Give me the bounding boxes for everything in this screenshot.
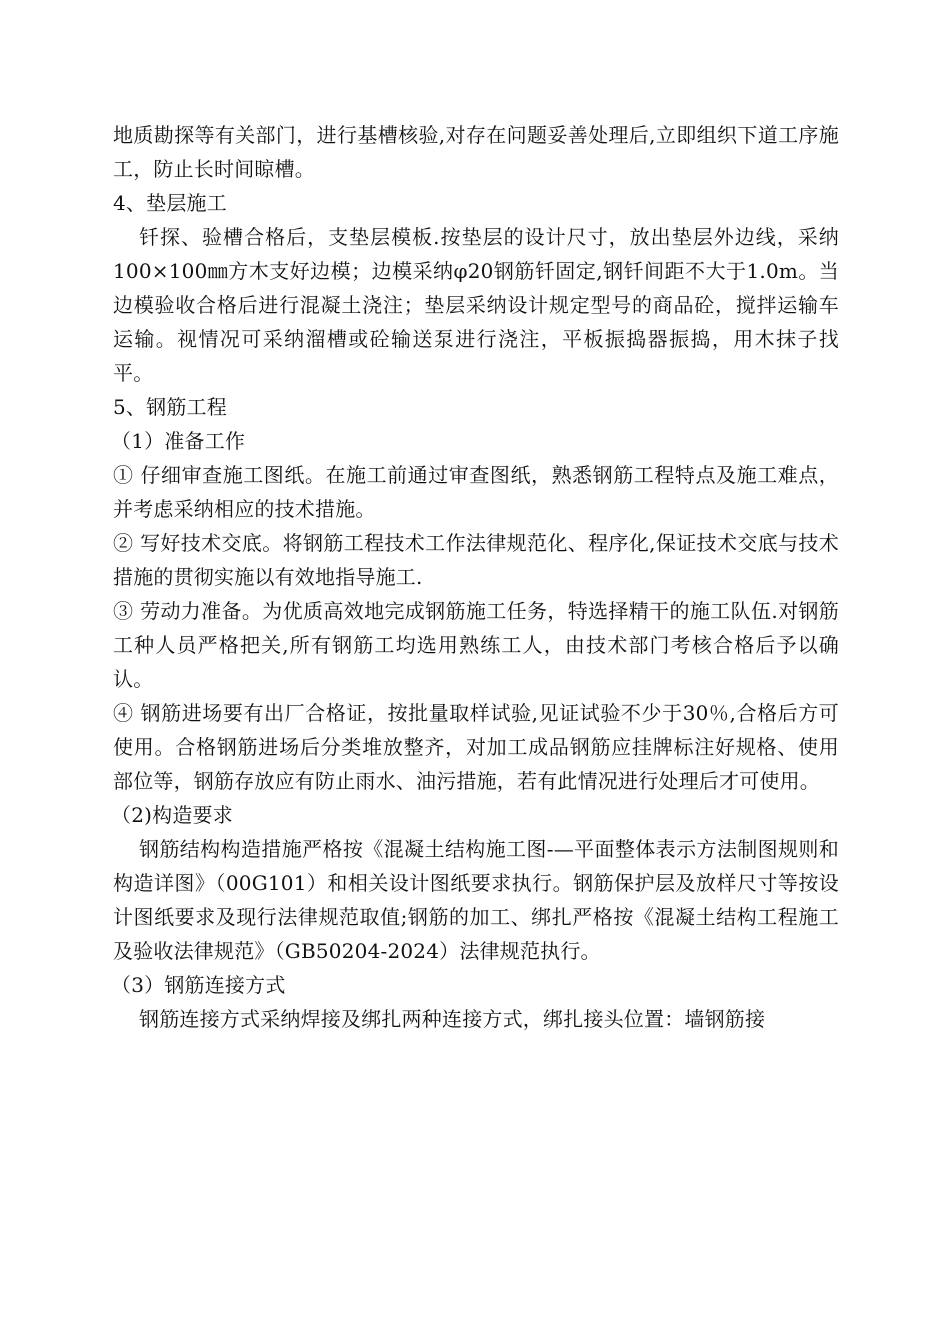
subheading-rebar-connection: （3）钢筋连接方式 — [111, 973, 286, 997]
document-body — [113, 118, 839, 1036]
heading-rebar-engineering: 5、钢筋工程 — [113, 395, 227, 419]
paragraph-foundation-inspection: 地质勘探等有关部门，进行基槽核验,对存在问题妥善处理后,立即组织下道工序施工，防止长时间晾槽。 — [113, 123, 839, 181]
paragraph-structural-requirements: 钢筋结构构造措施严格按《混凝土结构施工图-—平面整体表示方法制图规则和构造详图》（00G101）和相关设计图纸要求执行。钢筋保护层及放样尺寸等按设计图纸要求及现行法律规范取值;钢筋的加工、绑扎严格按《混凝土结构工程施工及验收法律规范》（GB50204-2024）法律规范执行。 — [113, 837, 839, 963]
list-item-technical-briefing: ② 写好技术交底。将钢筋工程技术工作法律规范化、程序化,保证技术交底与技术措施的贯彻实施以有效地指导施工. — [113, 531, 839, 589]
heading-cushion-construction: 4、垫层施工 — [113, 191, 227, 215]
list-item-labor-preparation: ③ 劳动力准备。为优质高效地完成钢筋施工任务，特选择精干的施工队伍.对钢筋工种人员严格把关,所有钢筋工均选用熟练工人，由技术部门考核合格后予以确认。 — [113, 599, 839, 691]
paragraph-rebar-connection: 钢筋连接方式采纳焊接及绑扎两种连接方式，绑扎接头位置：墙钢筋接 — [139, 1007, 766, 1031]
list-item-review-drawings: ① 仔细审查施工图纸。在施工前通过审查图纸，熟悉钢筋工程特点及施工难点，并考虑采纳相应的技术措施。 — [113, 463, 839, 521]
subheading-structural-requirements: （2)构造要求 — [111, 803, 233, 827]
list-item-rebar-acceptance: ④ 钢筋进场要有出厂合格证，按批量取样试验,见证试验不少于30％,合格后方可使用。合格钢筋进场后分类堆放整齐，对加工成品钢筋应挂牌标注好规格、使用部位等，钢筋存放应有防止雨水、油污措施，若有此情况进行处理后才可使用。 — [113, 701, 839, 793]
paragraph-cushion-construction: 钎探、验槽合格后，支垫层模板.按垫层的设计尺寸，放出垫层外边线，采纳100×100㎜方木支好边模；边模采纳φ20钢筋钎固定,钢钎间距不大于1.0m。当边模验收合格后进行混凝土浇注；垫层采纳设计规定型号的商品砼，搅拌运输车运输。视情况可采纳溜槽或砼输送泵进行浇注，平板振捣器振捣，用木抹子找平。 — [113, 225, 839, 385]
subheading-preparation: （1）准备工作 — [111, 429, 246, 453]
